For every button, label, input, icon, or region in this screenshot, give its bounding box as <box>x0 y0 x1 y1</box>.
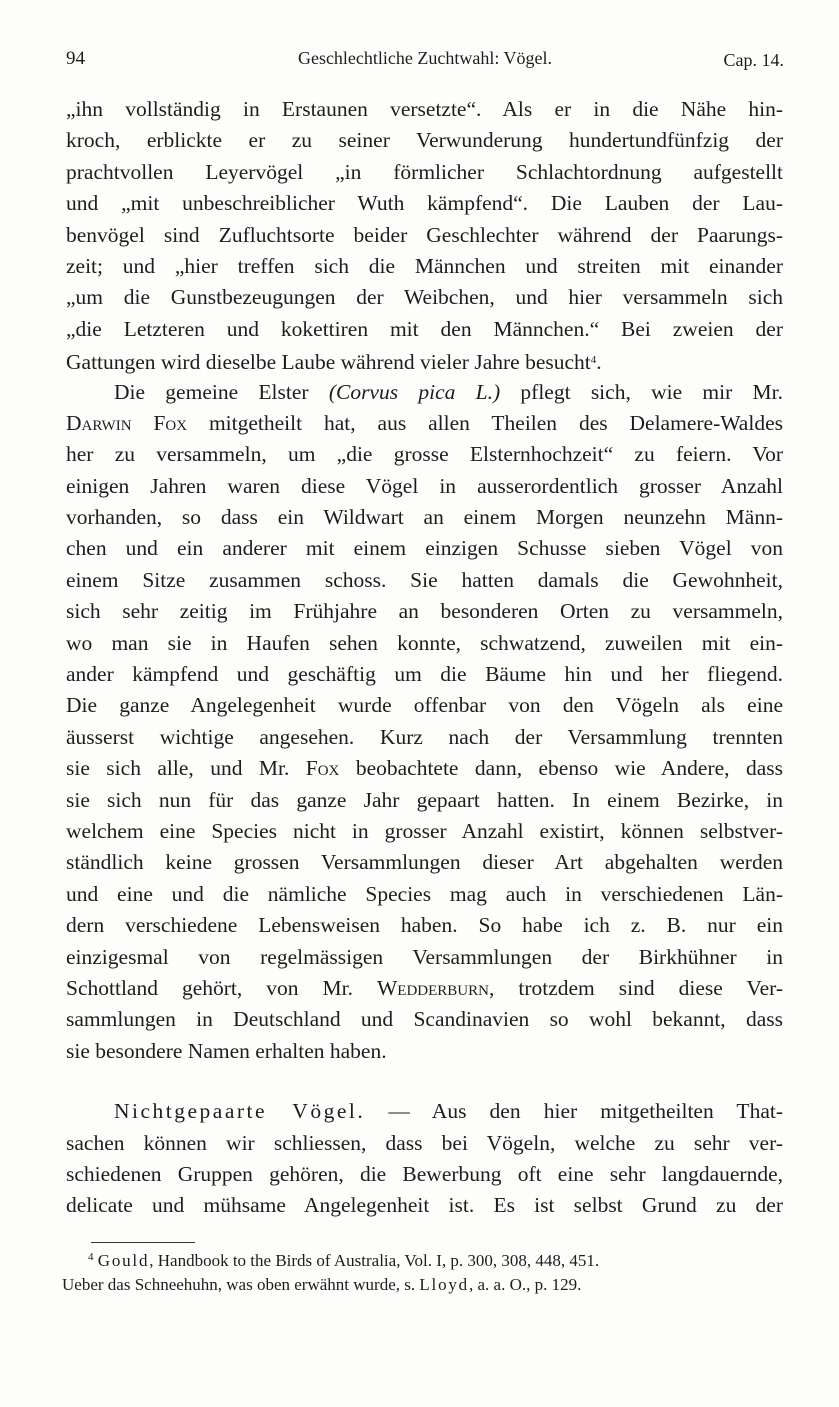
text-line: delicate und mühsame Angelegenheit ist. Es ist selbst Grund zu der <box>66 1193 783 1218</box>
text-line: und eine und die nämliche Species mag auch in verschiedenen Län- <box>66 881 783 906</box>
person-name: Darwin Fox <box>66 410 188 435</box>
text-line: kroch, erblickte er zu seiner Verwunderung hundertundfünfzig der <box>66 128 783 153</box>
text-line: Schottland gehört, von Mr. Wedderburn, trotzdem sind diese Ver- <box>66 975 784 1000</box>
text-line: sie besondere Namen erhalten haben. <box>66 1038 387 1063</box>
text-line: schiedenen Gruppen gehören, die Bewerbung oft eine sehr langdauernde, <box>66 1161 783 1186</box>
text-line: benvögel sind Zufluchtsorte beider Geschlechter während der Paarungs- <box>66 222 783 247</box>
footnote-marker: 4 <box>88 1251 94 1263</box>
text-line: prachtvollen Leyervögel „in förmlicher Schlachtordnung aufgestellt <box>66 159 783 184</box>
text-line: „ihn vollständig in Erstaunen versetzte“. Als er in die Nähe hin- <box>66 97 783 121</box>
text-line: sie sich nun für das ganze Jahr gepaart hatten. In einem Bezirke, in <box>66 787 783 812</box>
footnote-line: Ueber das Schneehuhn, was oben erwähnt wurde, s. Lloyd, a. a. O., p. 129. <box>62 1275 582 1294</box>
text-line: sachen können wir schliessen, dass bei Vögeln, welche zu sehr ver- <box>66 1130 783 1155</box>
text-line: ander kämpfend und geschäftig um die Bäume hin und her fliegend. <box>66 662 783 687</box>
text-line: ständlich keine grossen Versammlungen dieser Art abgehalten werden <box>66 850 783 875</box>
text-line: dern verschiedene Lebensweisen haben. So habe ich z. B. nur ein <box>66 913 783 938</box>
text-line: äusserst wichtige angesehen. Kurz nach der Versammlung trennten <box>66 724 783 749</box>
text-line: einigen Jahren waren diese Vögel in ausserordentlich grosser Anzahl <box>66 473 783 498</box>
footnotes <box>62 1244 782 1298</box>
running-header <box>66 48 784 78</box>
footnote-line: $^4$ Gould, Handbook to the Birds of Australia, Vol. I, p. 300, 308, 448, 451. <box>88 1251 600 1270</box>
text-line: sich sehr zeitig im Frühjahre an besonderen Orten zu versammeln, <box>66 599 783 624</box>
text-line: her zu versammeln, um „die grosse Elsternhochzeit“ zu feiern. Vor <box>66 442 783 467</box>
text-line: welchem eine Species nicht in grosser Anzahl existirt, können selbstver- <box>66 818 783 843</box>
page-number: 94 <box>66 48 85 69</box>
footnote-rule <box>91 1242 195 1243</box>
text-line: sie sich alle, und Mr. Fox beobachtete dann, ebenso wie Andere, dass <box>66 756 783 781</box>
footnote-reference[interactable]: 4 <box>590 354 597 367</box>
text-line: zeit; und „hier treffen sich die Männchen und streiten mit einander <box>66 253 783 278</box>
text-line: Die gemeine Elster (Corvus pica L.) pflegt sich, wie mir Mr. <box>114 379 783 404</box>
person-name: Wedderburn <box>377 975 489 1000</box>
text-line: Darwin Fox mitgetheilt hat, aus allen Theilen des Delamere-Waldes <box>66 410 783 435</box>
text-line: wo man sie in Haufen sehen konnte, schwatzend, zuweilen mit ein- <box>66 630 783 655</box>
text-line: sammlungen in Deutschland und Scandinavien so wohl bekannt, dass <box>66 1007 783 1032</box>
author-name: Lloyd <box>419 1275 469 1294</box>
section-heading: Nichtgepaarte Vögel. <box>114 1099 366 1124</box>
text-line: chen und ein anderer mit einem einzigen Schusse sieben Vögel von <box>66 536 783 561</box>
running-title: Geschlechtliche Zuchtwahl: Vögel. <box>297 48 553 68</box>
text-line: „um die Gunstbezeugungen der Weibchen, und hier versammeln sich <box>66 285 783 310</box>
text-line: Nichtgepaarte Vögel. — Aus den hier mitgetheilten That- <box>114 1099 783 1124</box>
text-line: vorhanden, so dass ein Wildwart an einem Morgen neunzehn Männ- <box>66 505 783 530</box>
person-name: Fox <box>305 756 340 781</box>
text-line: Gattungen wird dieselbe Laube während vieler Jahre besucht$^4$. <box>66 350 602 375</box>
text-line: und „mit unbeschreiblicher Wuth kämpfend“. Die Lauben der Lau- <box>66 191 783 216</box>
text-line: einem Sitze zusammen schoss. Sie hatten damals die Gewohnheit, <box>66 567 783 592</box>
text-line: Die ganze Angelegenheit wurde offenbar von den Vögeln als eine <box>66 693 783 718</box>
chapter-label: Cap. 14. <box>723 50 784 70</box>
author-name: Gould <box>97 1251 150 1270</box>
text-line: einzigesmal von regelmässigen Versammlungen der Birkhühner in <box>66 944 783 969</box>
paragraph-gap <box>66 1067 783 1096</box>
text-line: „die Letzteren und kokettiren mit den Männchen.“ Bei zweien der <box>66 316 783 341</box>
body-text <box>66 94 783 1222</box>
species-name: (Corvus pica L.) <box>328 379 501 404</box>
